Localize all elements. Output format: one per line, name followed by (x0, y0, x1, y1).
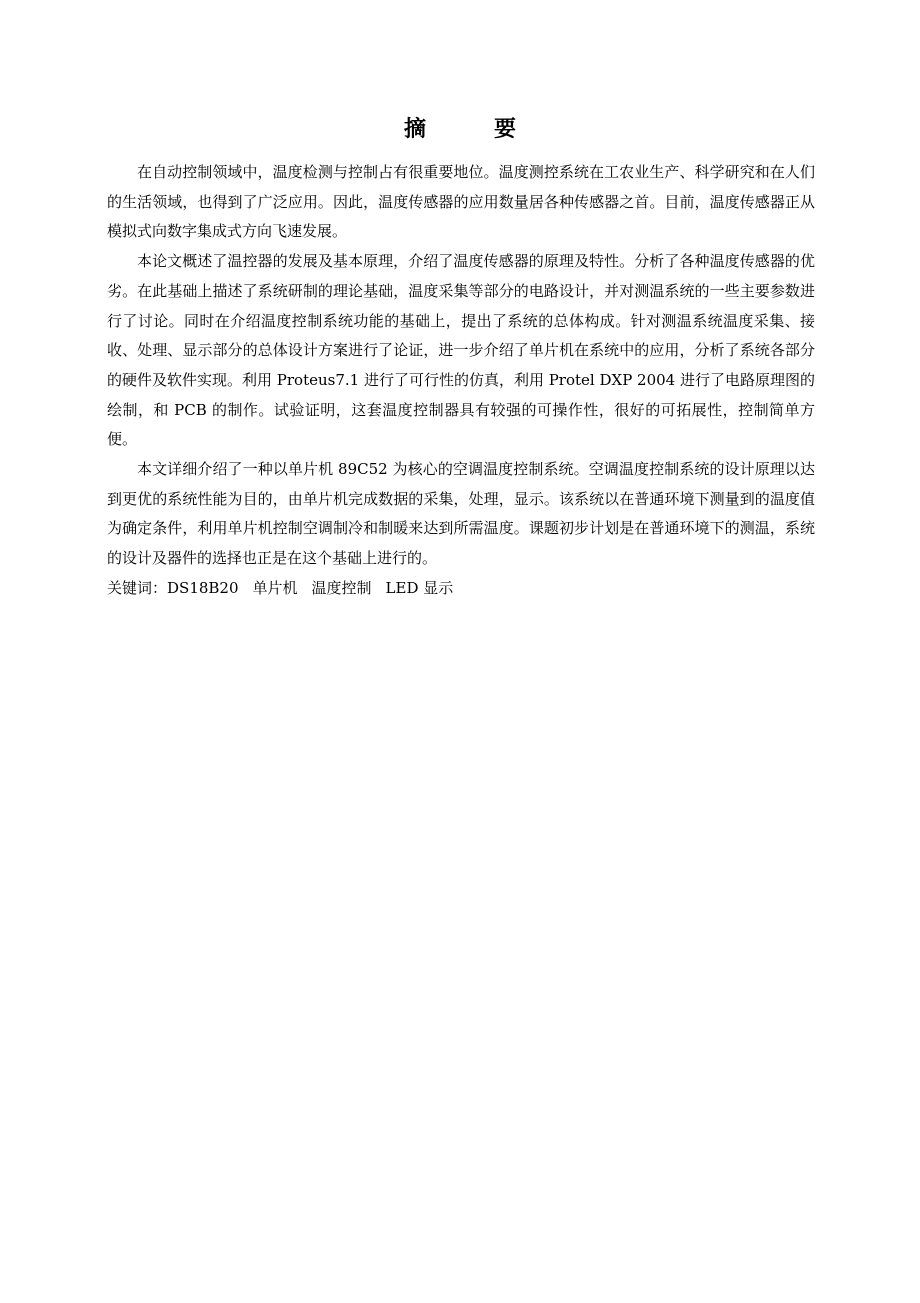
keyword-3: 温度控制 (311, 578, 372, 597)
title-char-1: 摘 (403, 116, 426, 142)
keywords-label: 关键词： (107, 578, 168, 597)
abstract-paragraph-1: 在自动控制领域中，温度检测与控制占有很重要地位。温度测控系统在工农业生产、科学研究和在人们的生活领域，也得到了广泛应用。因此，温度传感器的应用数量居各种传感器之首。目前，温度传感器正从模拟式向数字集成式方向飞速发展。 (107, 163, 815, 241)
abstract-paragraph-2: 本论文概述了温控器的发展及基本原理，介绍了温度传感器的原理及特性。分析了各种温度传感器的优劣。在此基础上描述了系统研制的理论基础，温度采集等部分的电路设计，并对测温系统的一些主要参数进行了讨论。同时在介绍温度控制系统功能的基础上，提出了系统的总体构成。针对测温系统温度采集、接收、处理、显示部分的总体设计方案进行了论证，进一步介绍了单片机在系统中的应用，分析了系统各部分的硬件及软件实现。利用 Proteus7.1 进行了可行性的仿真，利用 Protel DXP 2004 进行了电路原理图的绘制，和 PCB 的制作。试验证明，这套温度控制器具有较强的可操作性，很好的可拓展性，控制简单方便。 (107, 252, 815, 449)
abstract-title (0, 112, 920, 143)
keywords-line (107, 574, 815, 604)
keyword-2: 单片机 (252, 578, 298, 597)
title-char-2: 要 (494, 116, 517, 142)
abstract-body (107, 158, 815, 604)
abstract-paragraph-3: 本文详细介绍了一种以单片机 89C52 为核心的空调温度控制系统。空调温度控制系统的设计原理以达到更优的系统性能为目的，由单片机完成数据的采集，处理，显示。该系统以在普通环境下测量到的温度值为确定条件，利用单片机控制空调制冷和制暖来达到所需温度。课题初步计划是在普通环境下的测温，系统的设计及器件的选择也正是在这个基础上进行的。 (107, 460, 815, 568)
keyword-1: DS18B20 (167, 578, 239, 597)
keyword-4: LED 显示 (385, 578, 454, 597)
